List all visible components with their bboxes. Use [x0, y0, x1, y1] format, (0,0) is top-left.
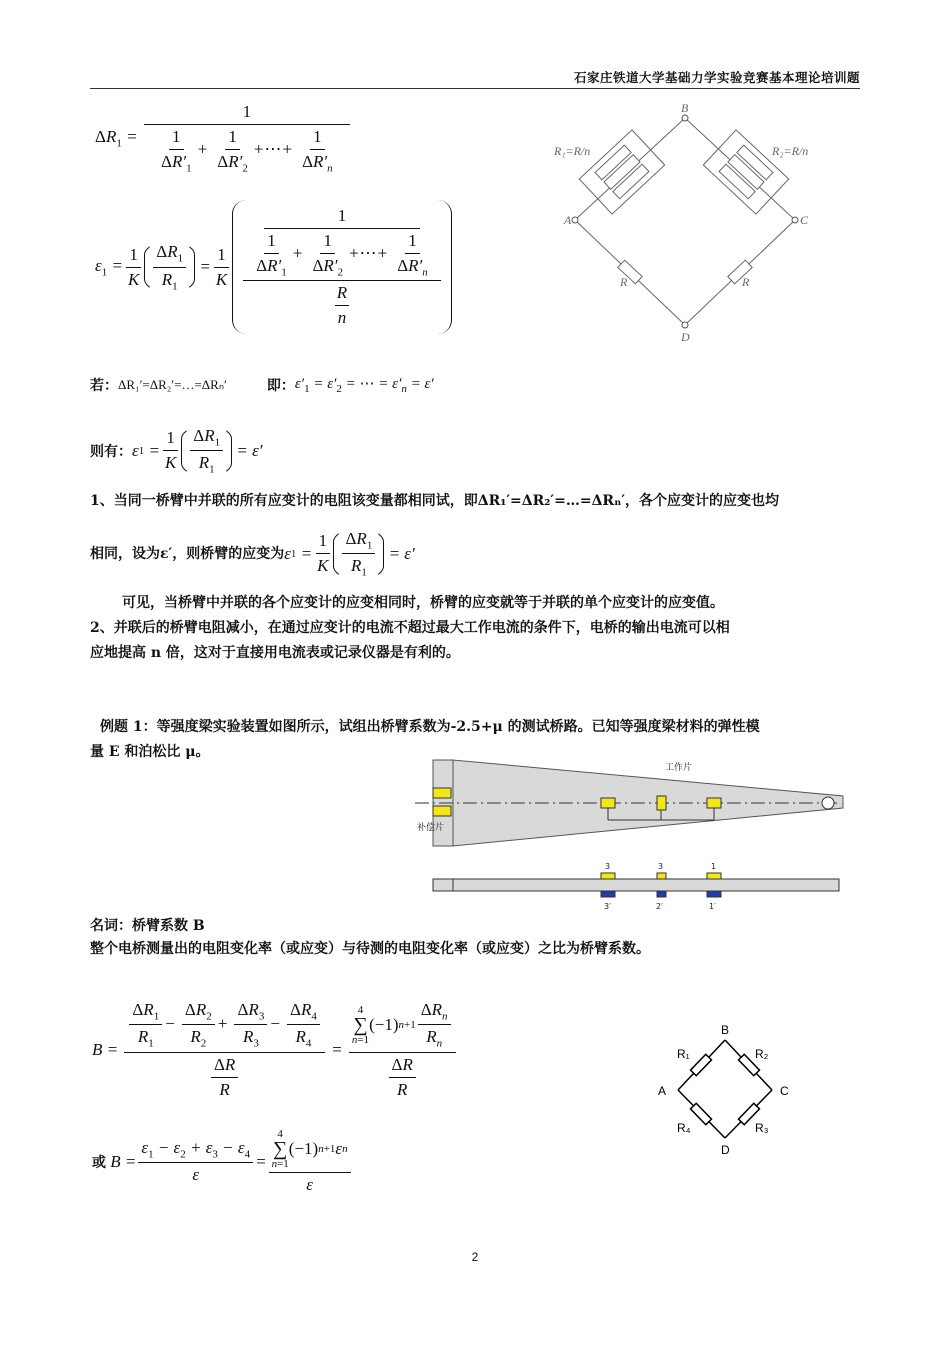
fig1-label-A: A: [564, 213, 572, 227]
fig1-label-R1: R₁=R/n: [554, 144, 591, 158]
bridge-node-C: C: [780, 1084, 789, 1098]
beam-figure: [415, 758, 845, 918]
bridge-label-R2: R₂: [755, 1047, 769, 1061]
bridge-node-A: A: [658, 1084, 667, 1098]
paragraph-2: 可见，当桥臂中并联的各个应变计的应变相同时，桥臂的应变就等于并联的单个应变计的应变值。: [122, 595, 724, 611]
wheatstone-bridge-diagram: [655, 1020, 795, 1165]
gauge-bottom-1: 3′: [604, 902, 611, 911]
gauge-top-3: 1: [711, 862, 717, 871]
gauge-top-2: 3: [658, 862, 664, 871]
bridge-label-R3: R₃: [755, 1121, 769, 1135]
fig1-label-R-left: R: [620, 275, 628, 289]
comp-gauge-label: 补偿片: [417, 823, 445, 833]
fig1-label-R-right: R: [742, 275, 750, 289]
term-heading: 名词：桥臂系数 B: [90, 918, 205, 934]
header-rule: [90, 88, 860, 89]
gauge-top-1: 3: [605, 862, 611, 871]
page-header: 石家庄铁道大学基础力学实验竞赛基本理论培训题: [573, 70, 860, 85]
paragraph-3b: 应地提高 n 倍，这对于直接用电流表或记录仪器是有利的。: [90, 645, 460, 661]
bridge-label-R1: R₁: [677, 1047, 690, 1061]
gauge-bottom-2: 2′: [656, 902, 663, 911]
term-definition: 整个电桥测量出的电阻变化率（或应变）与待测的电阻变化率（或应变）之比为桥臂系数。: [90, 941, 650, 957]
page-number: 2: [471, 1250, 479, 1264]
condition-line: 若： ΔR₁′=ΔR₂′=…=ΔRₙ′ 即： $\varepsilon'_1 = \varepsilon'_2$ = ⋯ = $\varepsilon'_n = \varepsilon'$: [90, 376, 434, 395]
paragraph-3a: 2、并联后的桥臂电阻减小，在通过应变计的电流不超过最大工作电流的条件下，电桥的输出电流可以相: [90, 620, 730, 636]
gauge-bottom-3: 1′: [709, 902, 716, 911]
fig1-label-R2: R₂=R/n: [772, 144, 809, 158]
example-1b: 量 E 和泊松比 μ。: [90, 744, 210, 760]
formula-delta-r1: $\Delta R_1$ = 1 $\frac{1}{\Delta R'_1}$ + $\frac{1}{\Delta R'_2}$ +⋯+ $\frac{1}{\Delta R'_n}$: [95, 102, 352, 174]
parallel-bridge-figure: [550, 100, 850, 350]
formula-bridge-coefficient: B = $\frac{\Delta R_1}{R_1}$ − $\frac{\Delta R_2}{R_2}$ + $\frac{\Delta R_3}{R_3}$ − $\frac{\Delta R_4}{R_4}$ $\frac{\Delta R}{R}$ = 4 ∑ n=1 (−1) n+1 $\frac{\Delta R_n}{R_n}$ $\frac{\Delta R}{R}$: [92, 1000, 458, 1100]
paragraph-1a: 1、当同一桥臂中并联的所有应变计的电阻该变量都相同试，即ΔR₁′=ΔR₂′=…=ΔRₙ′，各个应变计的应变也均: [90, 493, 780, 509]
formula-epsilon1: $\varepsilon_1$ = $\frac{1}{K}$ $\frac{\Delta R_1}{R_1}$ = $\frac{1}{K}$ 1 $\frac{1}{\Delta R'_1}$ + $\frac{1}{\Delta R'_2}$ +⋯+ $\frac{1}{\Delta R'_n}$ $\frac{R}{n}$: [95, 200, 452, 334]
bridge-node-D: D: [721, 1143, 730, 1157]
then-formula: 则有： ε 1 = $\frac{1}{K}$ $\frac{\Delta R_1}{R_1}$ = ε′: [90, 426, 263, 476]
work-gauge-label: 工作片: [665, 763, 693, 773]
example-1a: 例题 1：等强度梁实验装置如图所示，试组出桥臂系数为-2.5+μ 的测试桥路。已知等强度梁材料的弹性模: [100, 719, 760, 735]
paragraph-1b: 相同，设为ε′，则桥臂的应变为 ε 1 = $\frac{1}{K}$ $\frac{\Delta R_1}{R_1}$ = ε′: [90, 529, 415, 579]
formula-bridge-coefficient-strain: 或 B = $\frac{\varepsilon_1 - \varepsilon_2 + \varepsilon_3 - \varepsilon_4}{\varepsilon}$ = 4 ∑ n=1 (−1) n+1 ε n ε: [92, 1128, 353, 1195]
bridge-label-R4: R₄: [677, 1121, 691, 1135]
fig1-label-B: B: [681, 101, 689, 115]
bridge-node-B: B: [721, 1023, 730, 1037]
fig1-label-C: C: [800, 213, 809, 227]
fig1-label-D: D: [681, 330, 690, 344]
